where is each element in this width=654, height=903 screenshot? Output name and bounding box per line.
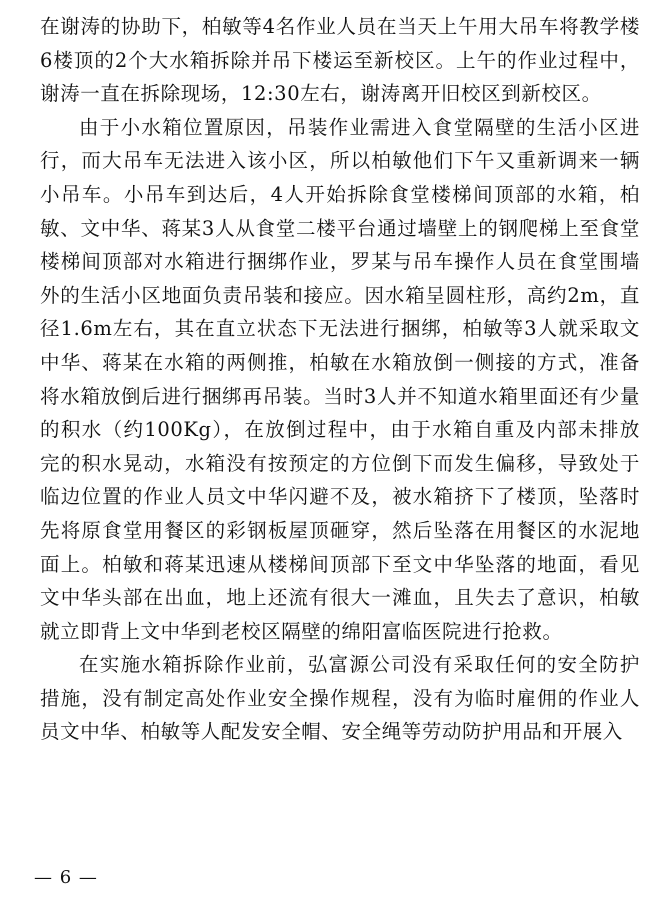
paragraph-continued: 在谢涛的协助下，柏敏等4名作业人员在当天上午用大吊车将教学楼6楼顶的2个大水箱拆除并吊下楼运至新校区。上午的作业过程中，谢涛一直在拆除现场，12:30左右，谢涛离开旧校区到新校区。 <box>40 15 640 106</box>
paragraph-safety-measures: 在实施水箱拆除作业前，弘富源公司没有采取任何的安全防护措施，没有制定高处作业安全操作规程，没有为临时雇佣的作业人员文中华、柏敏等人配发安全帽、安全绳等劳动防护用品和开展入 <box>40 653 640 744</box>
page-number: — 6 — <box>34 867 98 888</box>
body-text <box>40 10 640 749</box>
paragraph-accident-account: 由于小水箱位置原因，吊装作业需进入食堂隔壁的生活小区进行，而大吊车无法进入该小区，所以柏敏他们下午又重新调来一辆小吊车。小吊车到达后，4人开始拆除食堂楼梯间顶部的水箱，柏敏、文中华、蒋某3人从食堂二楼平台通过墙壁上的钢爬梯上至食堂楼梯间顶部对水箱进行捆绑作业，罗某与吊车操作人员在食堂围墙外的生活小区地面负责吊装和接应。因水箱呈圆柱形，高约2m，直径1.6m左右，其在直立状态下无法进行捆绑，柏敏等3人就采取文中华、蒋某在水箱的两侧推，柏敏在水箱放倒一侧接的方式，准备将水箱放倒后进行捆绑再吊装。当时3人并不知道水箱里面还有少量的积水（约100Kg），在放倒过程中，由于水箱自重及内部未排放完的积水晃动，水箱没有按预定的方位倒下而发生偏移，导致处于临边位置的作业人员文中华闪避不及，被水箱挤下了楼顶，坠落时先将原食堂用餐区的彩钢板屋顶砸穿，然后坠落在用餐区的水泥地面上。柏敏和蒋某迅速从楼梯间顶部下至文中华坠落的地面，看见文中华头部在出血，地上还流有很大一滩血，且失去了意识，柏敏就立即背上文中华到老校区隔壁的绵阳富临医院进行抢救。 <box>40 115 640 643</box>
